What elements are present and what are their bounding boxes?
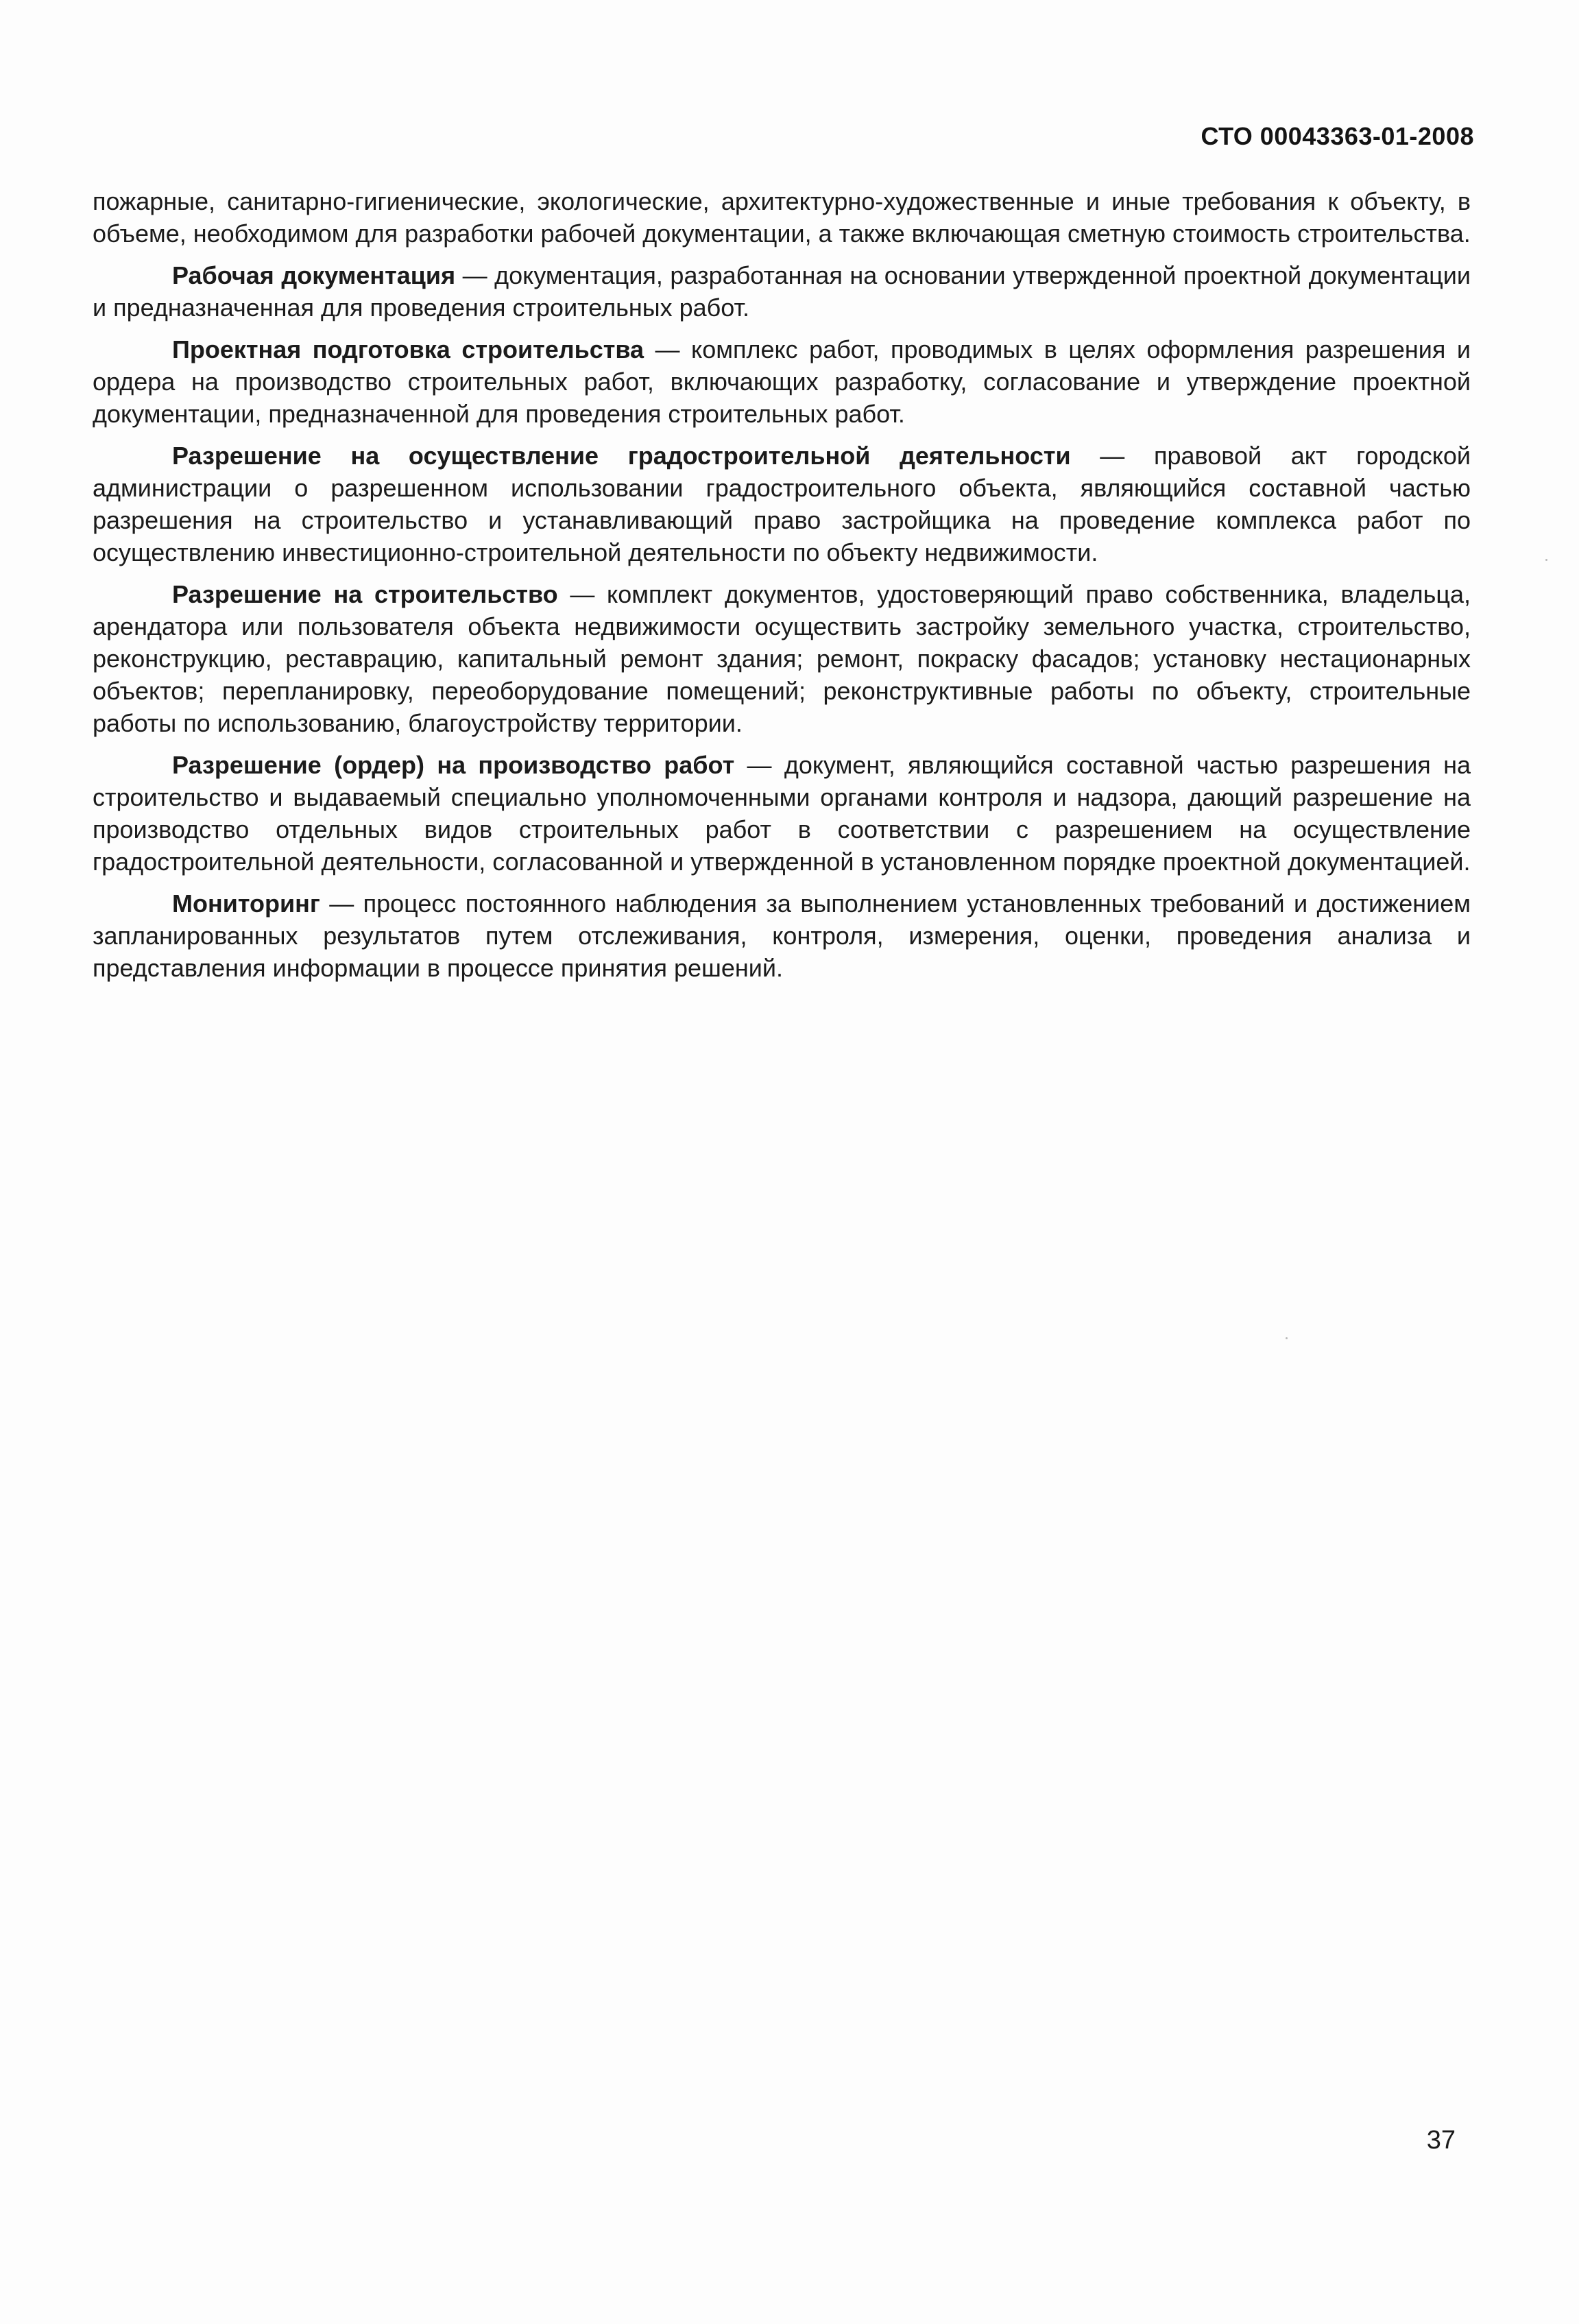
definition-term: Разрешение на строительство: [172, 580, 558, 608]
document-body: [93, 185, 1471, 994]
paragraph-text: пожарные, санитарно-гигиенические, экологические, архитектурно-художественные и иные требования к объекту, в объеме, необходимом для разработки рабочей документации, а также включающая сметную стоимость строительства.: [93, 187, 1471, 248]
scan-speck: [1286, 1337, 1288, 1339]
definition-text: — комплекс работ, проводимых в целях оформления разрешения и ордера на производство строительных работ, включающих разработку, согласование и утверждение проектной документации, предназначенной для проведения строительных работ.: [93, 335, 1471, 428]
definition-term: Проектная подготовка строительства: [172, 335, 644, 363]
definition-text: — документация, разработанная на основании утвержденной проектной документации и предназначенная для проведения строительных работ.: [93, 261, 1471, 322]
definition-paragraph: [93, 259, 1471, 324]
paragraph-continuation: [93, 185, 1471, 250]
definition-text: — правовой акт городской администрации о разрешенном использовании градостроительного объекта, являющийся составной частью разрешения на строительство и устанавливающий право застройщика на проведение комплекса работ по осуществлению инвестиционно-строительной деятельности по объекту недвижимости.: [93, 442, 1471, 566]
definition-paragraph: [93, 749, 1471, 878]
definition-text: — комплект документов, удостоверяющий право собственника, владельца, арендатора или пользователя объекта недвижимости осуществить застройку земельного участка, строительство, реконструкцию, реставрацию, капитальный ремонт здания; ремонт, покраску фасадов; установку нестационарных объектов; перепланировку, переоборудование помещений; реконструктивные работы по объекту, строительные работы по использованию, благоустройству территории.: [93, 580, 1471, 737]
definition-paragraph: [93, 887, 1471, 984]
page-number: 37: [1426, 2126, 1456, 2155]
scan-speck: [1545, 559, 1547, 561]
definition-paragraph: [93, 440, 1471, 568]
definition-term: Разрешение на осуществление градостроительной деятельности: [172, 442, 1071, 470]
definition-text: — процесс постоянного наблюдения за выполнением установленных требований и достижением запланированных результатов путем отслеживания, контроля, измерения, оценки, проведения анализа и представления информации в процессе принятия решений.: [93, 889, 1471, 982]
definition-term: Мониторинг: [172, 889, 320, 918]
definition-paragraph: [93, 333, 1471, 430]
definition-term: Разрешение (ордер) на производство работ: [172, 751, 735, 779]
definition-term: Рабочая документация: [172, 261, 456, 289]
definition-text: — документ, являющийся составной частью разрешения на строительство и выдаваемый специально уполномоченными органами контроля и надзора, дающий разрешение на производство отдельных видов строительных работ в соответствии с разрешением на осуществление градостроительной деятельности, согласованной и утвержденной в установленном порядке проектной документацией.: [93, 751, 1471, 876]
definition-paragraph: [93, 578, 1471, 739]
document-code: СТО 00043363-01-2008: [1201, 122, 1474, 150]
